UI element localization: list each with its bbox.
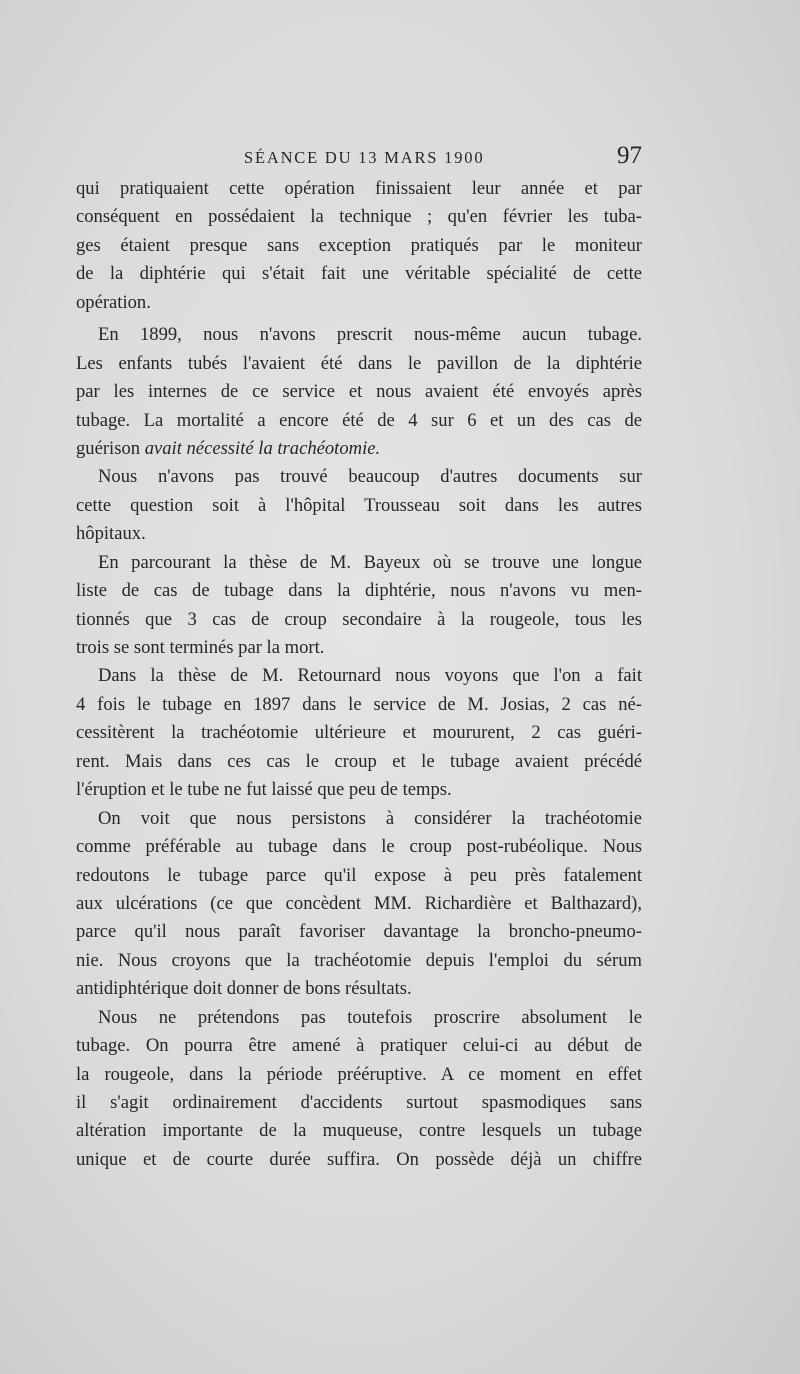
text-line: En parcourant la thèse de M. Bayeux où se trouve une longue — [98, 551, 642, 573]
text-line: de la diphtérie qui s'était fait une véritable spécialité de cette — [76, 263, 642, 285]
text-line: par les internes de ce service et nous avaient été envoyés après — [76, 381, 642, 403]
text-line: On voit que nous persistons à considérer la trachéotomie — [98, 807, 642, 829]
text-line: Nous n'avons pas trouvé beaucoup d'autres documents sur — [98, 466, 642, 488]
text-line — [76, 435, 642, 463]
text-line: aux ulcérations (ce que concèdent MM. Richardière et Balthazard), — [76, 892, 642, 914]
text-segment: guérison — [76, 437, 145, 459]
text-line: conséquent en possédaient la technique ; qu'en février les tuba- — [76, 206, 642, 228]
text-line: opération. — [76, 291, 151, 313]
text-line: cessitèrent la trachéotomie ultérieure et moururent, 2 cas guéri- — [76, 722, 642, 744]
text-line: parce qu'il nous paraît favoriser davantage la broncho-pneumo- — [76, 921, 642, 943]
text-line: il s'agit ordinairement d'accidents surtout spasmodiques sans — [76, 1092, 642, 1113]
body-text — [76, 175, 642, 1174]
text-line: Dans la thèse de M. Retournard nous voyons que l'on a fait — [98, 665, 642, 687]
text-line: hôpitaux. — [76, 523, 146, 545]
running-head: SÉANCE DU 13 MARS 1900 — [244, 148, 485, 167]
text-line: tubage. On pourra être amené à pratiquer celui-ci au début de — [76, 1035, 642, 1057]
text-line: antidiphtérique doit donner de bons résultats. — [76, 978, 412, 1000]
text-line: En 1899, nous n'avons prescrit nous-même aucun tubage. — [98, 324, 642, 346]
text-line: liste de cas de tubage dans la diphtérie, nous n'avons vu men- — [76, 580, 642, 602]
text-line: cette question soit à l'hôpital Trousseau soit dans les autres — [76, 494, 642, 516]
page-number: 97 — [617, 142, 642, 169]
text-line: comme préférable au tubage dans le croup post-rubéolique. Nous — [76, 836, 642, 858]
text-line: l'éruption et le tube ne fut laissé que peu de temps. — [76, 779, 452, 801]
text-line: trois se sont terminés par la mort. — [76, 637, 325, 658]
text-line: unique et de courte durée suffira. On possède déjà un chiffre — [76, 1148, 642, 1170]
text-line: ges étaient presque sans exception pratiqués par le moniteur — [76, 234, 642, 256]
text-line: Les enfants tubés l'avaient été dans le pavillon de la diphtérie — [76, 352, 642, 374]
italic-text: avait nécessité la trachéotomie. — [144, 437, 381, 459]
page-header — [76, 142, 642, 176]
text-line: tionnés que 3 cas de croup secondaire à la rougeole, tous les — [76, 608, 642, 630]
text-line: tubage. La mortalité a encore été de 4 sur 6 et un des cas de — [76, 409, 642, 431]
text-line: qui pratiquaient cette opération finissaient leur année et par — [76, 178, 642, 199]
text-line: 4 fois le tubage en 1897 dans le service de M. Josias, 2 cas né- — [76, 693, 642, 715]
text-line: la rougeole, dans la période prééruptive. A ce moment en effet — [76, 1063, 642, 1085]
text-line: altération importante de la muqueuse, contre lesquels un tubage — [76, 1120, 642, 1142]
text-line: Nous ne prétendons pas toutefois proscrire absolument le — [98, 1006, 642, 1028]
text-line: rent. Mais dans ces cas le croup et le tubage avaient précédé — [76, 750, 642, 772]
text-line: redoutons le tubage parce qu'il expose à peu près fatalement — [76, 864, 642, 886]
text-line: nie. Nous croyons que la trachéotomie depuis l'emploi du sérum — [76, 949, 642, 971]
